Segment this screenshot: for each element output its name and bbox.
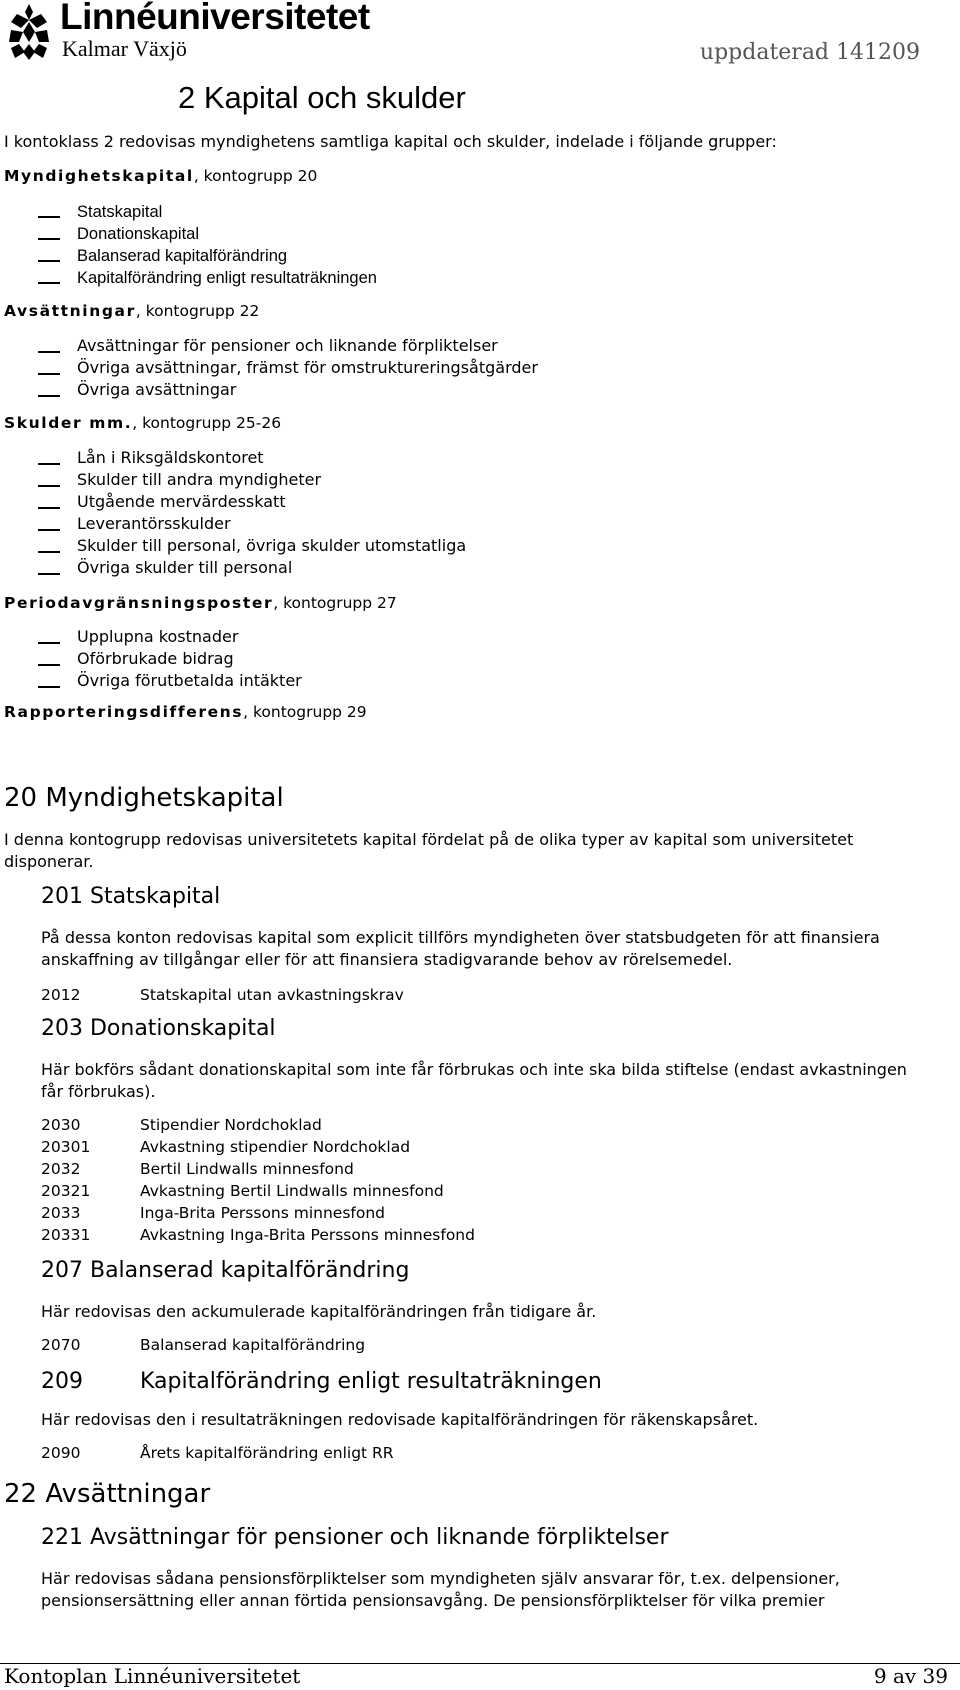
section-text-20: I denna kontogrupp redovisas universitetets kapital fördelat på de olika typer av kapital som universitetet disponerar. xyxy=(4,830,854,871)
account-code: 20301 xyxy=(41,1138,91,1156)
list-item: Övriga avsättningar xyxy=(77,380,237,399)
account-name: Stipendier Nordchoklad xyxy=(140,1116,322,1134)
footer-page-number: 9 av 39 xyxy=(873,1664,948,1688)
intro-text: I kontoklass 2 redovisas myndighetens samtliga kapital och skulder, indelade i följande grupper: xyxy=(4,132,777,151)
bullet-dash xyxy=(38,485,60,487)
section-heading-209-title: Kapitalförändring enligt resultaträkningen xyxy=(140,1369,602,1394)
list-item: Utgående mervärdesskatt xyxy=(77,492,286,511)
bullet-dash xyxy=(38,642,60,644)
list-item: Kapitalförändring enligt resultaträkningen xyxy=(77,269,377,287)
account-name: Årets kapitalförändring enligt RR xyxy=(140,1444,394,1462)
section-heading-221: 221 Avsättningar för pensioner och liknande förpliktelser xyxy=(41,1525,669,1550)
section-text-203: Här bokförs sådant donationskapital som inte får förbrukas och inte ska bilda stiftelse (endast avkastningen får förbrukas). xyxy=(41,1060,907,1101)
account-name: Avkastning Inga-Brita Perssons minnesfond xyxy=(140,1226,475,1244)
list-item: Leverantörsskulder xyxy=(77,514,231,533)
list-item: Upplupna kostnader xyxy=(77,627,239,646)
list-item: Övriga förutbetalda intäkter xyxy=(77,671,302,690)
bullet-dash xyxy=(38,373,60,375)
group-heading-25-26: Skulder mm., kontogrupp 25-26 xyxy=(4,414,282,432)
account-code: 2012 xyxy=(41,986,81,1004)
list-item: Skulder till andra myndigheter xyxy=(77,470,322,489)
bullet-dash xyxy=(38,551,60,553)
account-code: 2032 xyxy=(41,1160,81,1178)
section-heading-201: 201 Statskapital xyxy=(41,884,221,909)
bullet-dash xyxy=(38,463,60,465)
section-text-207: Här redovisas den ackumulerade kapitalförändringen från tidigare år. xyxy=(41,1302,597,1321)
page-title: 2 Kapital och skulder xyxy=(178,80,466,115)
list-item: Lån i Riksgäldskontoret xyxy=(77,448,264,467)
account-name: Avkastning stipendier Nordchoklad xyxy=(140,1138,411,1156)
bullet-dash xyxy=(38,686,60,688)
account-name: Inga-Brita Perssons minnesfond xyxy=(140,1204,386,1222)
list-item: Balanserad kapitalförändring xyxy=(77,247,288,265)
group-heading-27: Periodavgränsningsposter, kontogrupp 27 xyxy=(4,594,397,612)
section-heading-207: 207 Balanserad kapitalförändring xyxy=(41,1258,410,1283)
group-heading-20: Myndighetskapital, kontogrupp 20 xyxy=(4,167,318,185)
section-text-209: Här redovisas den i resultaträkningen redovisade kapitalförändringen för räkenskapsåret. xyxy=(41,1410,759,1429)
account-code: 2090 xyxy=(41,1444,81,1462)
section-text-201: På dessa konton redovisas kapital som explicit tillförs myndigheten över statsbudgeten för att finansiera anskaffning av tillgångar eller för att finansiera stadigvarande behov av rörelsemedel. xyxy=(41,928,880,969)
list-item: Övriga avsättningar, främst för omstruktureringsåtgärder xyxy=(77,358,538,377)
account-code: 20321 xyxy=(41,1182,91,1200)
account-name: Avkastning Bertil Lindwalls minnesfond xyxy=(140,1182,444,1200)
section-heading-209-number: 209 xyxy=(41,1369,83,1394)
list-item: Statskapital xyxy=(77,203,163,221)
account-name: Balanserad kapitalförändring xyxy=(140,1336,366,1354)
list-item: Avsättningar för pensioner och liknande förpliktelser xyxy=(77,336,498,355)
bullet-dash xyxy=(38,351,60,353)
bullet-dash xyxy=(38,507,60,509)
bullet-dash xyxy=(38,664,60,666)
group-heading-22: Avsättningar, kontogrupp 22 xyxy=(4,302,260,320)
section-heading-20: 20 Myndighetskapital xyxy=(4,783,284,813)
logo-wordmark: Linnéuniversitetet xyxy=(60,0,370,37)
section-heading-203: 203 Donationskapital xyxy=(41,1016,276,1041)
bullet-dash xyxy=(38,282,60,284)
bullet-dash xyxy=(38,573,60,575)
section-heading-22: 22 Avsättningar xyxy=(4,1479,211,1509)
list-item: Övriga skulder till personal xyxy=(77,558,293,577)
logo-subtitle: Kalmar Växjö xyxy=(62,36,187,61)
account-code: 2070 xyxy=(41,1336,81,1354)
group-heading-29: Rapporteringsdifferens, kontogrupp 29 xyxy=(4,703,367,721)
list-item: Oförbrukade bidrag xyxy=(77,649,234,668)
account-name: Bertil Lindwalls minnesfond xyxy=(140,1160,354,1178)
university-logo-icon xyxy=(6,2,52,62)
updated-date: uppdaterad 141209 xyxy=(699,40,920,65)
bullet-dash xyxy=(38,395,60,397)
list-item: Skulder till personal, övriga skulder utomstatliga xyxy=(77,536,467,555)
bullet-dash xyxy=(38,238,60,240)
account-name: Statskapital utan avkastningskrav xyxy=(140,986,404,1004)
bullet-dash xyxy=(38,260,60,262)
section-text-221: Här redovisas sådana pensionsförpliktelser som myndigheten själv ansvarar för, t.ex. delpensioner, pensionsersättning eller annan förtida pensionsavgång. De pensionsförpliktelser för vilka premier xyxy=(41,1569,840,1610)
bullet-dash xyxy=(38,529,60,531)
list-item: Donationskapital xyxy=(77,225,199,243)
account-code: 2030 xyxy=(41,1116,81,1134)
account-code: 2033 xyxy=(41,1204,81,1222)
footer-document-title: Kontoplan Linnéuniversitetet xyxy=(4,1664,301,1688)
bullet-dash xyxy=(38,216,60,218)
account-code: 20331 xyxy=(41,1226,91,1244)
